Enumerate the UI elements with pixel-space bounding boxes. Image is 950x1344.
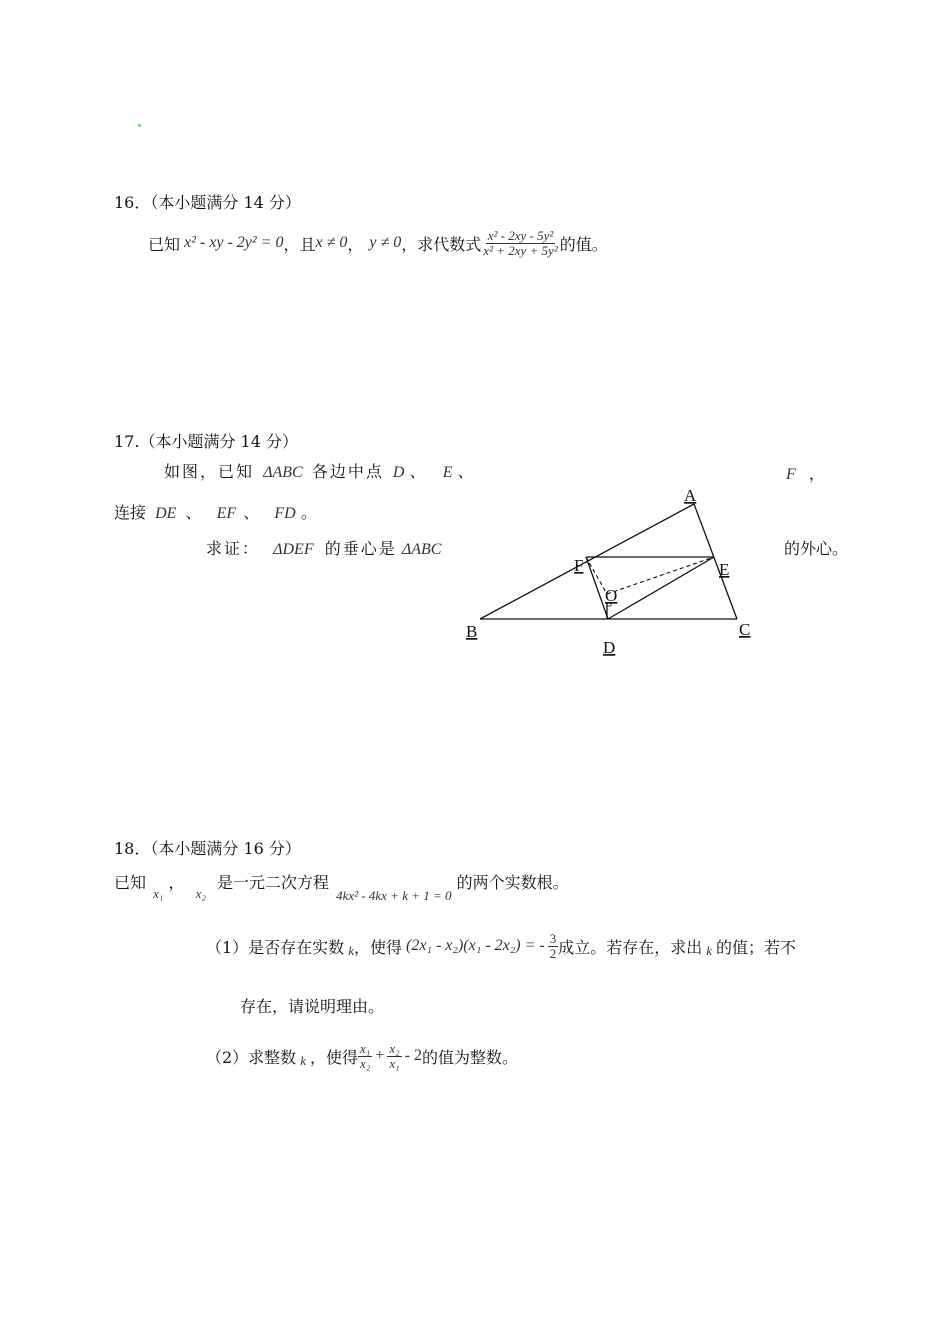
q16-cond2: y ≠ 0 — [369, 234, 402, 251]
q16-frac-num: x² - 2xy - 5y² — [487, 227, 554, 243]
q18-p1-suffix: 成立。若存在，求出 — [558, 937, 703, 957]
q16-suffix: 的值。 — [559, 234, 608, 254]
q17-tri-def: ΔDEF — [273, 541, 314, 558]
q17-dun4: 、 — [243, 503, 260, 522]
q17-dun2: 、 — [457, 462, 474, 481]
q18-line1-suffix: 的两个实数根。 — [456, 873, 569, 892]
label-b: B — [466, 622, 478, 641]
q18-comma: ， — [168, 873, 185, 892]
q17-line2-prefix: 连接 — [114, 503, 147, 522]
q17-tri-abc: ΔABC — [401, 541, 442, 558]
q17-pt-d: D — [392, 464, 405, 481]
q17-comma: ， — [808, 464, 825, 483]
q18-x1: x₁ — [153, 886, 164, 901]
q17-line1-mid: 各边中点 — [311, 462, 384, 481]
label-d: D — [603, 638, 616, 657]
label-c: C — [739, 620, 751, 639]
q17-header: 17.（本小题满分 14 分） — [114, 432, 298, 451]
q18-header: 18．（本小题满分 16 分） — [114, 839, 301, 858]
q18-p1-k: k — [348, 943, 354, 958]
q17-seg-de: DE — [155, 505, 177, 522]
q18-part2 — [206, 1034, 518, 1078]
q18-part1 — [206, 924, 796, 968]
q17-seg-fd: FD — [274, 505, 296, 522]
q18-p1-tail: 的值；若不 — [716, 937, 797, 957]
q16-ask: ，求代数式 — [401, 234, 482, 254]
q18-p1-line2: 存在，请说明理由。 — [240, 997, 385, 1016]
q18-p2-frac1 — [358, 1042, 372, 1070]
q18-x2: x₂ — [195, 886, 206, 901]
q18-p2-f2-den: x₁ — [389, 1055, 400, 1071]
q18-line1-mid: 是一元二次方程 — [217, 873, 330, 892]
q18-p2-minus-two: - 2 — [404, 1047, 422, 1064]
q16-sep: ， — [347, 234, 364, 254]
q16-and-text: ，且 — [283, 234, 316, 254]
q18-p1-expr: (2x₁ - x₂)(x₁ - 2x₂) = - — [405, 937, 545, 954]
q18-p2-suffix: 的值为整数。 — [421, 1047, 518, 1067]
q18-line1-prefix: 已知 — [114, 873, 147, 892]
q18-p2-f1-num: x₁ — [359, 1040, 371, 1056]
q16-header: 16．（本小题满分 14 分） — [114, 193, 301, 212]
q16-frac-den: x² + 2xy + 5y² — [483, 242, 558, 258]
q17-triangle: ΔABC — [263, 464, 303, 481]
q17-period: 。 — [300, 503, 317, 522]
q17-proof-prefix: 求证： — [206, 539, 261, 558]
q18-p1-prefix: （1）是否存在实数 — [206, 937, 345, 957]
q18-p1-k2: k — [706, 943, 713, 958]
q17-dun3: 、 — [185, 503, 202, 522]
q18-p2-frac2 — [387, 1042, 401, 1070]
q17-pt-e: E — [442, 464, 453, 481]
q17-line1-prefix: 如图，已知 — [164, 462, 255, 481]
q16-equation: x² - xy - 2y² = 0 — [184, 234, 284, 251]
q17-proof-mid: 的垂心是 — [324, 539, 397, 558]
q18-p2-prefix: （2）求整数 — [206, 1047, 297, 1067]
q18-p1-frac-num: 3 — [549, 930, 557, 946]
q18-p2-plus: + — [375, 1047, 385, 1064]
q18-p2-f1-den: x₂ — [359, 1055, 371, 1071]
q18-p1-fraction — [548, 932, 559, 960]
label-o: O — [605, 586, 618, 605]
q16-text-prefix: 已知 — [148, 234, 181, 254]
q18-line1 — [114, 870, 569, 903]
q18-p2-f2-num: x₂ — [389, 1040, 400, 1056]
label-e: E — [719, 560, 730, 579]
label-a: A — [684, 486, 697, 505]
q18-p1-frac-den: 2 — [549, 945, 557, 961]
q17-seg-ef: EF — [216, 505, 237, 522]
q18-equation: 4kx² - 4kx + k + 1 = 0 — [336, 888, 452, 903]
q18-p2-k: k — [300, 1053, 306, 1068]
q17-dun1: 、 — [409, 462, 426, 481]
q16-cond1: x ≠ 0 — [315, 234, 348, 251]
q17-proof-suffix: 的外心。 — [784, 539, 849, 558]
q18-p2-mid: ，使得 — [309, 1047, 358, 1067]
q18-p1-mid: ，使得 — [353, 937, 402, 957]
q17-pt-f: F — [786, 466, 796, 483]
label-f: F — [574, 556, 584, 575]
